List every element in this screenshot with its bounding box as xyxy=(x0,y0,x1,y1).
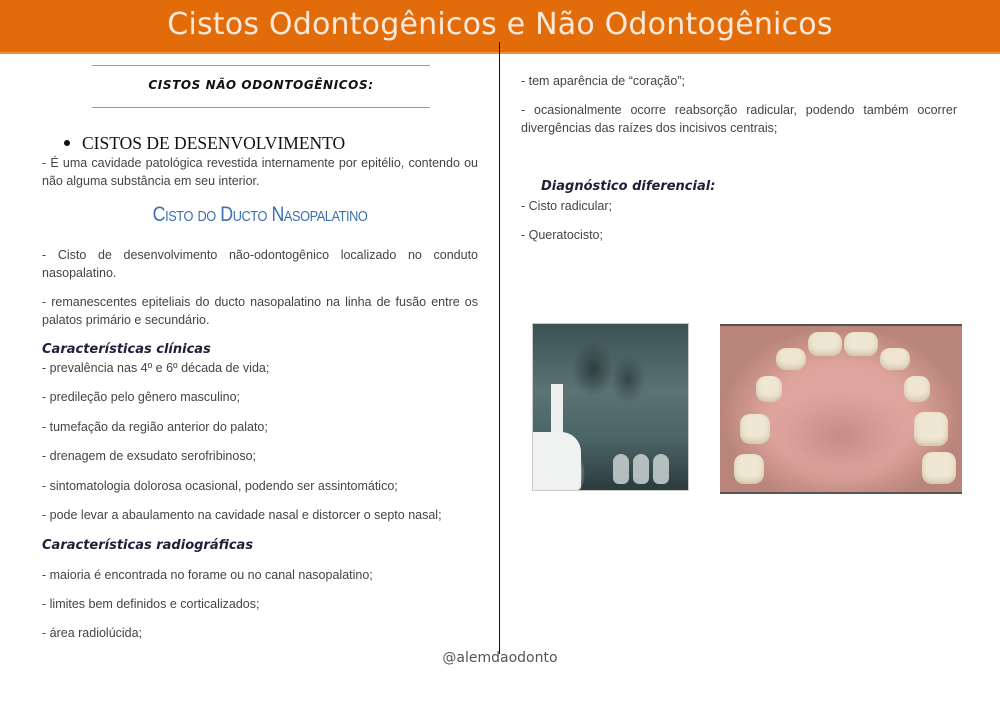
page-title: Cistos Odontogênicos e Não Odontogênicos xyxy=(167,6,833,42)
tooth xyxy=(740,414,770,444)
bullet-heading-text: CISTOS DE DESENVOLVIMENTO xyxy=(82,133,346,153)
top-rule xyxy=(92,65,430,66)
social-handle: @alemdaodonto xyxy=(442,650,558,666)
clinical-item: - drenagem de exsudato serofribinoso; xyxy=(42,449,257,463)
periapical-radiograph-image xyxy=(532,323,689,491)
radiographic-item: - maioria é encontrada no forame ou no canal nasopalatino; xyxy=(42,568,373,582)
differential-item: - Queratocisto; xyxy=(521,228,603,242)
tooth xyxy=(904,376,930,402)
radiographic-item: - limites bem definidos e corticalizados; xyxy=(42,597,260,611)
right-item-1: - tem aparência de “coração”; xyxy=(521,74,685,88)
intro-item-1: - Cisto de desenvolvimento não-odontogênico localizado no conduto nasopalatino. xyxy=(42,248,478,280)
bottom-rule xyxy=(92,107,430,108)
intro-item-2: - remanescentes epiteliais do ducto nasopalatino na linha de fusão entre os palatos primário e secundário. xyxy=(42,295,478,327)
tooth xyxy=(613,454,629,484)
right-item-2: - ocasionalmente ocorre reabsorção radicular, podendo também ocorrer divergências das raízes dos incisivos centrais; xyxy=(521,103,957,135)
endodontic-post xyxy=(551,384,563,434)
tooth xyxy=(734,454,764,484)
tooth xyxy=(880,348,910,370)
clinical-item: - pode levar a abaulamento na cavidade nasal e distorcer o septo nasal; xyxy=(42,508,442,522)
tooth xyxy=(653,454,669,484)
tooth xyxy=(776,348,806,370)
radiographic-heading: Características radiográficas xyxy=(42,538,254,553)
clinical-item: - tumefação da região anterior do palato; xyxy=(42,420,268,434)
differential-heading: Diagnóstico diferencial: xyxy=(541,179,716,194)
clinical-item: - prevalência nas 4º e 6º década de vida; xyxy=(42,361,270,375)
tooth xyxy=(922,452,956,484)
radiographic-item: - área radiolúcida; xyxy=(42,626,143,640)
clinical-item: - sintomatologia dolorosa ocasional, podendo ser assintomático; xyxy=(42,479,398,493)
bullet-heading xyxy=(64,133,345,154)
tooth xyxy=(633,454,649,484)
tooth xyxy=(808,332,842,356)
cyst-title: Cisto do Ducto Nasopalatino xyxy=(152,203,368,226)
bullet-icon xyxy=(64,140,70,146)
differential-item: - Cisto radicular; xyxy=(521,199,612,213)
metal-crown xyxy=(533,432,581,490)
tooth xyxy=(914,412,948,446)
clinical-item: - predileção pelo gênero masculino; xyxy=(42,390,241,404)
palate-clinical-photo xyxy=(720,324,962,494)
definition-text: - É uma cavidade patológica revestida internamente por epitélio, contendo ou não alguma substância em seu interior. xyxy=(42,156,478,188)
page-header xyxy=(0,0,1000,54)
tooth xyxy=(844,332,878,356)
column-divider xyxy=(499,42,500,654)
tooth xyxy=(756,376,782,402)
section-heading: CISTOS NÃO ODONTOGÊNICOS: xyxy=(148,78,374,92)
clinical-heading: Características clínicas xyxy=(42,342,211,357)
